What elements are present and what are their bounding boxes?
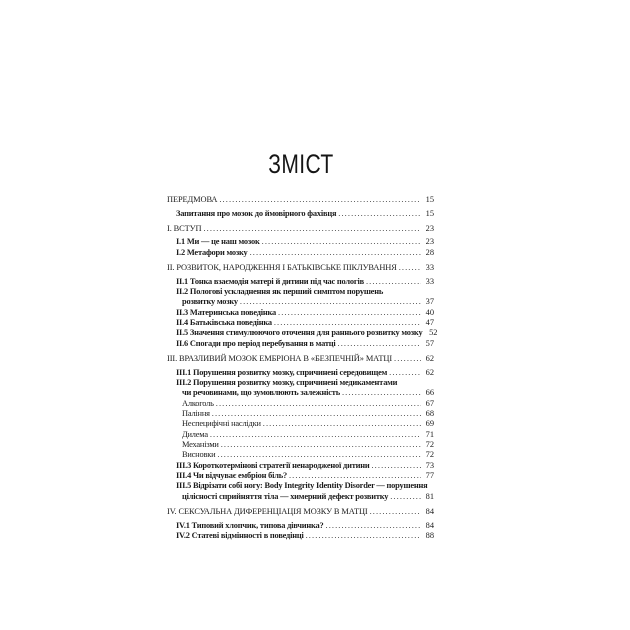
page-number: 84 bbox=[425, 520, 434, 530]
toc-entry bbox=[167, 339, 434, 349]
toc-entry bbox=[167, 521, 434, 531]
toc-entry bbox=[167, 481, 434, 491]
toc-entry bbox=[167, 287, 434, 297]
dot-leader bbox=[394, 354, 421, 364]
dot-leader bbox=[212, 409, 421, 419]
dot-leader bbox=[240, 297, 421, 307]
dot-leader bbox=[370, 507, 421, 517]
toc-entry bbox=[167, 419, 434, 429]
dot-leader bbox=[342, 388, 421, 398]
toc-entry bbox=[167, 450, 434, 460]
page-number: 52 bbox=[429, 328, 438, 338]
page-number: 33 bbox=[425, 276, 434, 286]
toc-content bbox=[167, 149, 438, 541]
toc-entry-text: ІІ.6 Спогади про період перебування в матці bbox=[176, 338, 336, 348]
toc-entry bbox=[167, 430, 434, 440]
toc-entry-text: ІІІ.2 Порушення розвитку мозку, спричинені медикаментами bbox=[176, 377, 398, 387]
toc-entry-text: Висновки bbox=[182, 450, 216, 460]
toc-entry-text: Дилема bbox=[182, 429, 208, 439]
toc-entry bbox=[167, 409, 434, 419]
toc-entry bbox=[167, 297, 434, 307]
page-number: 47 bbox=[425, 318, 434, 327]
toc-entry bbox=[167, 399, 434, 409]
toc-list bbox=[167, 195, 438, 541]
dot-leader bbox=[306, 531, 421, 541]
dot-leader bbox=[390, 492, 421, 502]
dot-leader bbox=[389, 368, 421, 378]
toc-entry-text: І.2 Метафори мозку bbox=[176, 247, 248, 257]
toc-entry-text: І.1 Ми — це наш мозок bbox=[176, 237, 260, 247]
toc-entry bbox=[167, 277, 434, 287]
toc-entry-text: ІІ.3 Материнська поведінка bbox=[176, 307, 277, 317]
toc-entry-text: ІІІ.5 Відрізати собі ногу: Body Integrity Identity Disorder — порушення bbox=[176, 481, 428, 491]
page-number: 71 bbox=[425, 429, 434, 439]
toc-entry-text: ПЕРЕДМОВА bbox=[167, 195, 218, 204]
dot-leader bbox=[371, 461, 421, 471]
dot-leader bbox=[278, 308, 421, 318]
toc-entry-text: Алкоголь bbox=[182, 398, 214, 408]
page-number: 67 bbox=[425, 398, 434, 408]
page-number: 88 bbox=[425, 530, 434, 540]
toc-entry-text: ІІІ.3 Короткотермінові стратегії ненародженої дитини bbox=[176, 460, 370, 470]
dot-leader bbox=[263, 419, 421, 429]
page-number: 72 bbox=[425, 439, 434, 449]
dot-leader bbox=[221, 440, 421, 450]
toc-entry-text: ІІІ.1 Порушення розвитку мозку, спричинені середовищем bbox=[176, 367, 388, 377]
toc-entry bbox=[167, 209, 434, 219]
toc-entry-text: ІІІ.4 Чи відчуває ембріон біль? bbox=[176, 471, 287, 480]
toc-entry bbox=[167, 368, 434, 378]
toc-entry-text: Механізми bbox=[182, 439, 219, 449]
page-number: 40 bbox=[425, 307, 434, 317]
page-number: 68 bbox=[425, 408, 434, 418]
dot-leader bbox=[289, 471, 421, 481]
dot-leader bbox=[250, 248, 421, 258]
page-number: 15 bbox=[425, 208, 434, 218]
toc-entry bbox=[167, 531, 434, 541]
dot-leader bbox=[217, 450, 421, 460]
toc-entry bbox=[167, 308, 434, 318]
toc-entry-text: Запитання про мозок до ймовірного фахівця bbox=[176, 208, 337, 218]
page-number: 69 bbox=[425, 419, 434, 429]
toc-entry-text: IV. СЕКСУАЛЬНА ДИФЕРЕНЦІАЦІЯ МОЗКУ В МАТЦІ bbox=[167, 507, 368, 517]
toc-entry bbox=[167, 461, 434, 471]
toc-entry bbox=[167, 263, 434, 273]
page-number: 37 bbox=[425, 297, 434, 307]
page-number: 81 bbox=[425, 491, 434, 501]
dot-leader bbox=[338, 209, 421, 219]
toc-entry bbox=[167, 388, 434, 398]
page-number: 15 bbox=[425, 195, 434, 204]
dot-leader bbox=[216, 399, 421, 409]
page-number: 57 bbox=[425, 338, 434, 348]
toc-entry bbox=[167, 248, 434, 258]
toc-entry-text: ІІІ. ВРАЗЛИВИЙ МОЗОК ЕМБРІОНА В «БЕЗПЕЧНІЙ» МАТЦІ bbox=[167, 354, 393, 364]
toc-entry-text: ІІ.4 Батьківська поведінка bbox=[176, 318, 272, 327]
dot-leader bbox=[210, 430, 421, 440]
toc-entry bbox=[167, 440, 434, 450]
page-number: 66 bbox=[425, 388, 434, 398]
toc-entry-text: І. ВСТУП bbox=[167, 223, 202, 233]
toc-entry-text: чи речовинами, що зумовлюють залежність bbox=[182, 388, 340, 398]
toc-entry bbox=[167, 471, 434, 481]
page-number: 62 bbox=[425, 367, 434, 377]
toc-entry bbox=[167, 378, 434, 388]
toc-entry bbox=[167, 328, 438, 338]
toc-entry-text: цілісності сприйняття тіла — химерний дефект розвитку bbox=[182, 491, 389, 501]
dot-leader bbox=[219, 195, 421, 205]
toc-entry bbox=[167, 492, 434, 502]
page-number: 77 bbox=[425, 471, 434, 480]
page-number: 23 bbox=[425, 237, 434, 247]
dot-leader bbox=[326, 521, 422, 531]
toc-entry-text: Паління bbox=[182, 408, 210, 418]
page-number: 84 bbox=[425, 507, 434, 517]
toc-entry-text: ІІ.2 Пологові ускладнення як перший симптом порушень bbox=[176, 286, 384, 296]
toc-entry-text: ІІ.5 Значення стимулюючого оточення для раннього розвитку мозку bbox=[176, 328, 423, 338]
toc-entry bbox=[167, 224, 434, 234]
page-number: 23 bbox=[425, 223, 434, 233]
dot-leader bbox=[338, 339, 421, 349]
toc-entry-text: ІІ.1 Тонка взаємодія матері й дитини під час пологів bbox=[176, 276, 364, 286]
page-number: 28 bbox=[425, 247, 434, 257]
page-number: 73 bbox=[425, 460, 434, 470]
page-number: 62 bbox=[425, 354, 434, 364]
dot-leader bbox=[366, 277, 421, 287]
toc-entry bbox=[167, 195, 434, 205]
dot-leader bbox=[399, 263, 421, 273]
dot-leader bbox=[274, 318, 421, 328]
toc-entry bbox=[167, 354, 434, 364]
dot-leader bbox=[262, 237, 421, 247]
toc-entry-text: Неспецифічні наслідки bbox=[182, 419, 261, 429]
page-title-text: ЗМІСТ bbox=[267, 149, 334, 179]
dot-leader bbox=[203, 224, 421, 234]
page-number: 33 bbox=[425, 263, 434, 273]
toc-entry bbox=[167, 507, 434, 517]
page-number: 72 bbox=[425, 450, 434, 460]
toc-entry-text: розвитку мозку bbox=[182, 297, 238, 307]
toc-entry bbox=[167, 237, 434, 247]
toc-entry-text: IV.2 Статеві відмінності в поведінці bbox=[176, 530, 304, 540]
toc-entry-text: ІІ. РОЗВИТОК, НАРОДЖЕННЯ І БАТЬКІВСЬКЕ ПІКЛУВАННЯ bbox=[167, 263, 397, 273]
toc-entry-text: IV.1 Типовий хлопчик, типова дівчинка? bbox=[176, 520, 324, 530]
page-title bbox=[167, 149, 434, 179]
toc-entry bbox=[167, 318, 434, 328]
